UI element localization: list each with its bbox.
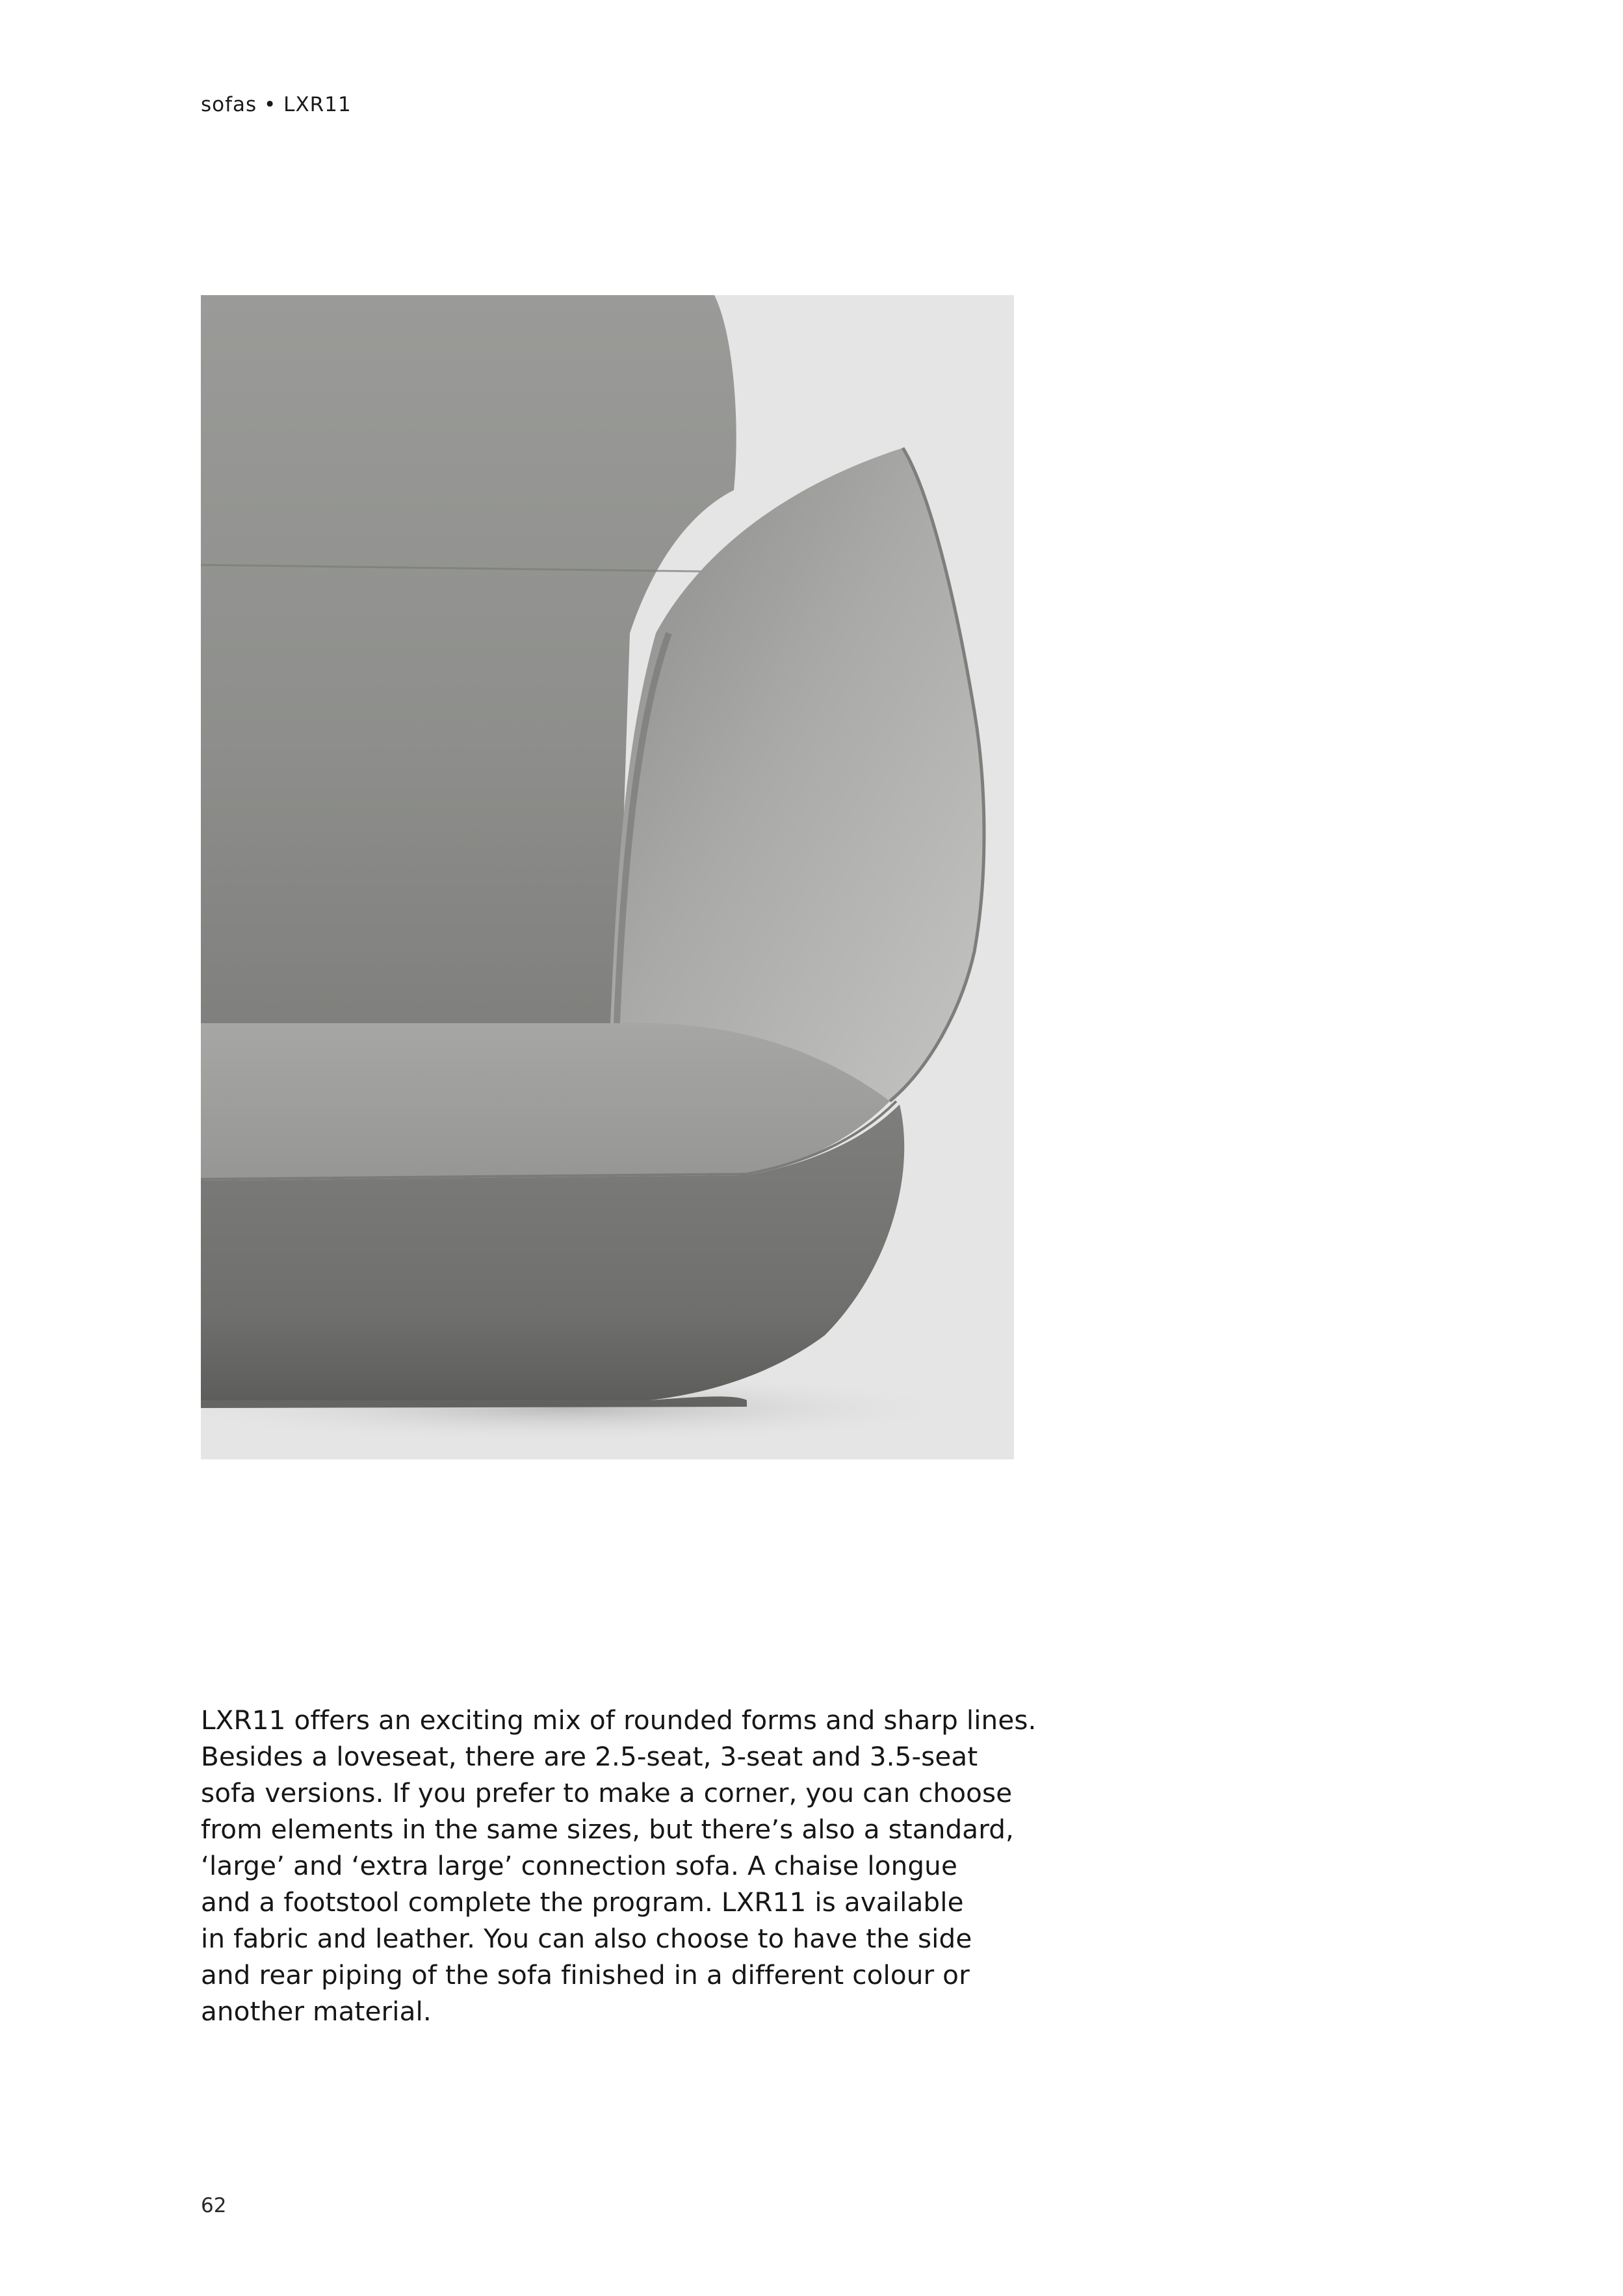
description-line: and rear piping of the sofa finished in a different colour or (201, 1959, 970, 1990)
sofa-illustration (201, 295, 1014, 1459)
description-line: in fabric and leather. You can also choose to have the side (201, 1923, 972, 1954)
description-line: LXR11 offers an exciting mix of rounded forms and sharp lines. (201, 1704, 1037, 1736)
description-line: sofa versions. If you prefer to make a corner, you can choose (201, 1777, 1013, 1808)
description-line: ‘large’ and ‘extra large’ connection sofa. A chaise longue (201, 1850, 957, 1881)
description-line: from elements in the same sizes, but there’s also a standard, (201, 1814, 1015, 1845)
description-line: Besides a loveseat, there are 2.5-seat, 3-seat and 3.5-seat (201, 1741, 978, 1772)
product-description (201, 1702, 1046, 2029)
description-line: another material. (201, 1996, 432, 2027)
description-line: and a footstool complete the program. LXR11 is available (201, 1886, 964, 1918)
page-number: 62 (201, 2194, 227, 2217)
sofa-seat (201, 1023, 890, 1179)
section-header: sofas • LXR11 (201, 93, 352, 116)
sofa-photo (201, 295, 1014, 1459)
